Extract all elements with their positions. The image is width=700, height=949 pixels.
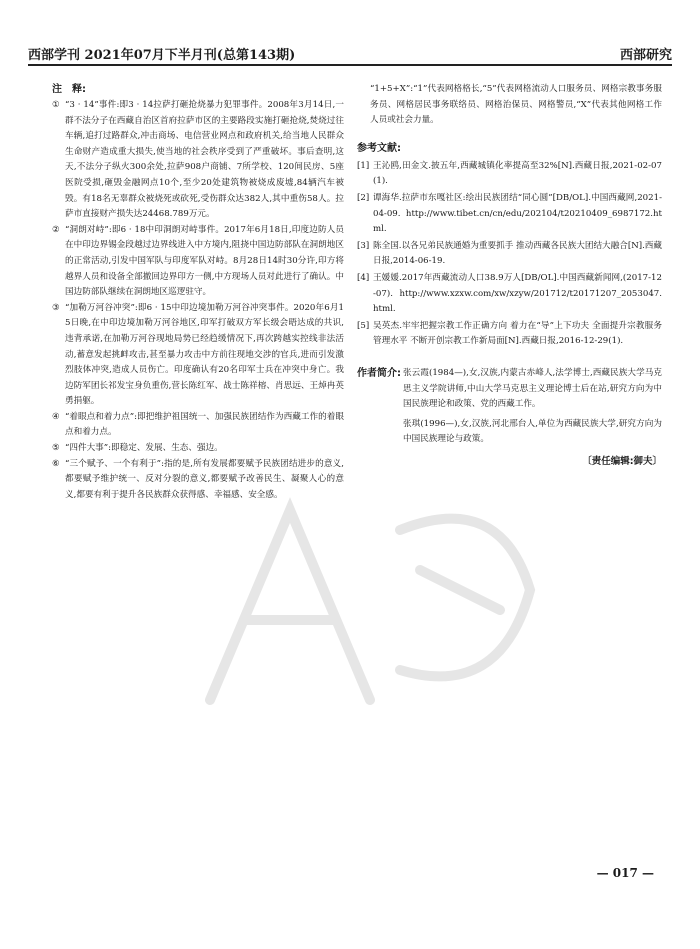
journal-title: 西部学刊 2021年07月下半月刊(总第143期): [28, 48, 296, 63]
reference-text: 吴英杰.牢牢把握宗教工作正确方向 着力在“导”上下功夫 全面提升宗教服务管理水平 不断开创宗教工作新局面[N].西藏日报,2016-12-29(1).: [373, 320, 662, 347]
left-column: [52, 82, 344, 503]
note-text: “加勒万河谷冲突”:即6 · 15中印边境加勒万河谷冲突事件。2020年6月15日晚,在中印边境加勒万河谷地区,印军打破双方军长级会晤达成的共识,违背承诺,在加勒万河谷现地局势已经趋缓情况下,再次跨越实控线非法活动,蓄意发起挑衅攻击,甚至暴力攻击中方前往现地交涉的官兵,进而引发激烈肢体冲突,造成人员伤亡。印度确认有20名印军士兵在冲突中身亡。我边防军团长祁发宝身负重伤,营长陈红军、战士陈祥榕、肖思远、王焯冉英勇捐躯。: [65, 302, 344, 407]
note-number: ④: [52, 411, 60, 422]
author-bio: [357, 366, 662, 448]
reference-number: [3]: [357, 240, 370, 251]
reference-item: [357, 239, 662, 270]
references-heading: 参考文献:: [357, 142, 401, 154]
note-item: [52, 410, 344, 441]
reference-text: 陈全国.以各兄弟民族通婚为重要抓手 推动西藏各民族大团结大融合[N].西藏日报,2014-06-19.: [373, 240, 662, 267]
author-bio-label: 作者简介:: [357, 367, 401, 379]
note-item: [52, 223, 344, 301]
section-title: 西部研究: [619, 48, 672, 63]
note-number: ⑤: [52, 443, 60, 454]
responsible-editor: 〔责任编辑:御夫〕: [582, 455, 662, 467]
note-text: “着眼点和着力点”:即把维护祖国统一、加强民族团结作为西藏工作的着眼点和着力点。: [65, 411, 344, 438]
reference-number: [5]: [357, 320, 370, 331]
reference-text: 谭海华.拉萨市东嘎社区:绘出民族团结“同心圆”[DB/OL].中国西藏网,2021-04-09. http://www.tibet.cn/cn/edu/202104/t20210409_6987172.html.: [373, 192, 662, 235]
author-bio-paragraph: 张云霞(1984—),女,汉族,内蒙古赤峰人,法学博士,西藏民族大学马克思主义学院讲师,中山大学马克思主义理论博士后在站,研究方向为中国民族理论和政策、党的西藏工作。: [403, 367, 662, 410]
note-item: [52, 301, 344, 410]
reference-text: 王媛媛.2017年西藏流动人口38.9万人[DB/OL].中国西藏新闻网,(2017-12-07). http://www.xzxw.com/xw/xzyw/201712/t20171207_2053047.html.: [373, 272, 662, 315]
note-item: [52, 441, 344, 457]
page-header: [28, 44, 672, 66]
note-text: “三个赋予、一个有利于”:指的是,所有发展都要赋予民族团结进步的意义,都要赋予维护统一、反对分裂的意义,都要赋予改善民生、凝聚人心的意义,都要有利于提升各民族群众获得感、幸福感、安全感。: [65, 458, 344, 500]
author-bio-paragraph: 张琪(1996—),女,汉族,河北邢台人,单位为西藏民族大学,研究方向为中国民族理论与政策。: [403, 418, 662, 445]
note-number: ①: [52, 100, 60, 110]
page-number: — 017 —: [596, 866, 654, 880]
note-text: “1+5+X”:“1”代表网格格长,“5”代表网格流动人口服务员、网格宗教事务服务员、网格居民事务联络员、网格治保员、网格警员,“X”代表其他网格工作人员或社会力量。: [370, 84, 662, 126]
reference-item: [357, 271, 662, 318]
note-number: ⑥: [52, 458, 60, 469]
note-continuation: [357, 82, 662, 129]
note-text: “洞朗对峙”:即6 · 18中印洞朗对峙事件。2017年6月18日,印度边防人员在中印边界锡金段越过边界线进入中方境内,阻挠中国边防部队在洞朗地区的正常活动,引发中国军队与印度军队对峙。8月28日14时30分许,印方将越界人员和设备全部撤回边界印方一侧,中方现场人员对此进行了确认。中国边防部队继续在洞朗地区巡逻驻守。: [65, 224, 344, 298]
reference-number: [4]: [357, 272, 370, 283]
note-text: “四件大事”:即稳定、发展、生态、强边。: [65, 443, 223, 454]
note-text: “3 · 14”事件:即3 · 14拉萨打砸抢烧暴力犯罪事件。2008年3月14日,一群不法分子在西藏自治区首府拉萨市区的主要路段实施打砸抢烧,焚烧过往车辆,追打过路群众,冲击商场、电信营业网点和政府机关,给当地人民群众生命财产造成重大损失,使当地的社会秩序受到了严重破坏。事后查明,这天,不法分子纵火300余处,拉萨908户商铺、7所学校、120间民房、5座医院受损,砸毁金融网点10个,至少20处建筑物被烧成废墟,84辆汽车被毁。有18名无辜群众被烧死或砍死,受伤群众达382人,其中重伤58人。拉萨市直接财产损失达24468.789万元。: [65, 100, 344, 220]
watermark-stamp: [170, 470, 570, 730]
right-column: [357, 82, 662, 469]
reference-item: [357, 319, 662, 350]
note-number: ②: [52, 224, 60, 235]
note-item: [52, 98, 344, 223]
reference-number: [1]: [357, 160, 370, 171]
reference-number: [2]: [357, 192, 370, 203]
reference-item: [357, 191, 662, 238]
note-number: ③: [52, 302, 60, 313]
reference-item: [357, 159, 662, 190]
notes-heading: 注 释:: [52, 84, 86, 95]
note-item: [52, 457, 344, 504]
reference-text: 王沁鸥,田金文.披五年,西藏城镇化率提高至32%[N].西藏日报,2021-02-07(1).: [373, 160, 662, 187]
